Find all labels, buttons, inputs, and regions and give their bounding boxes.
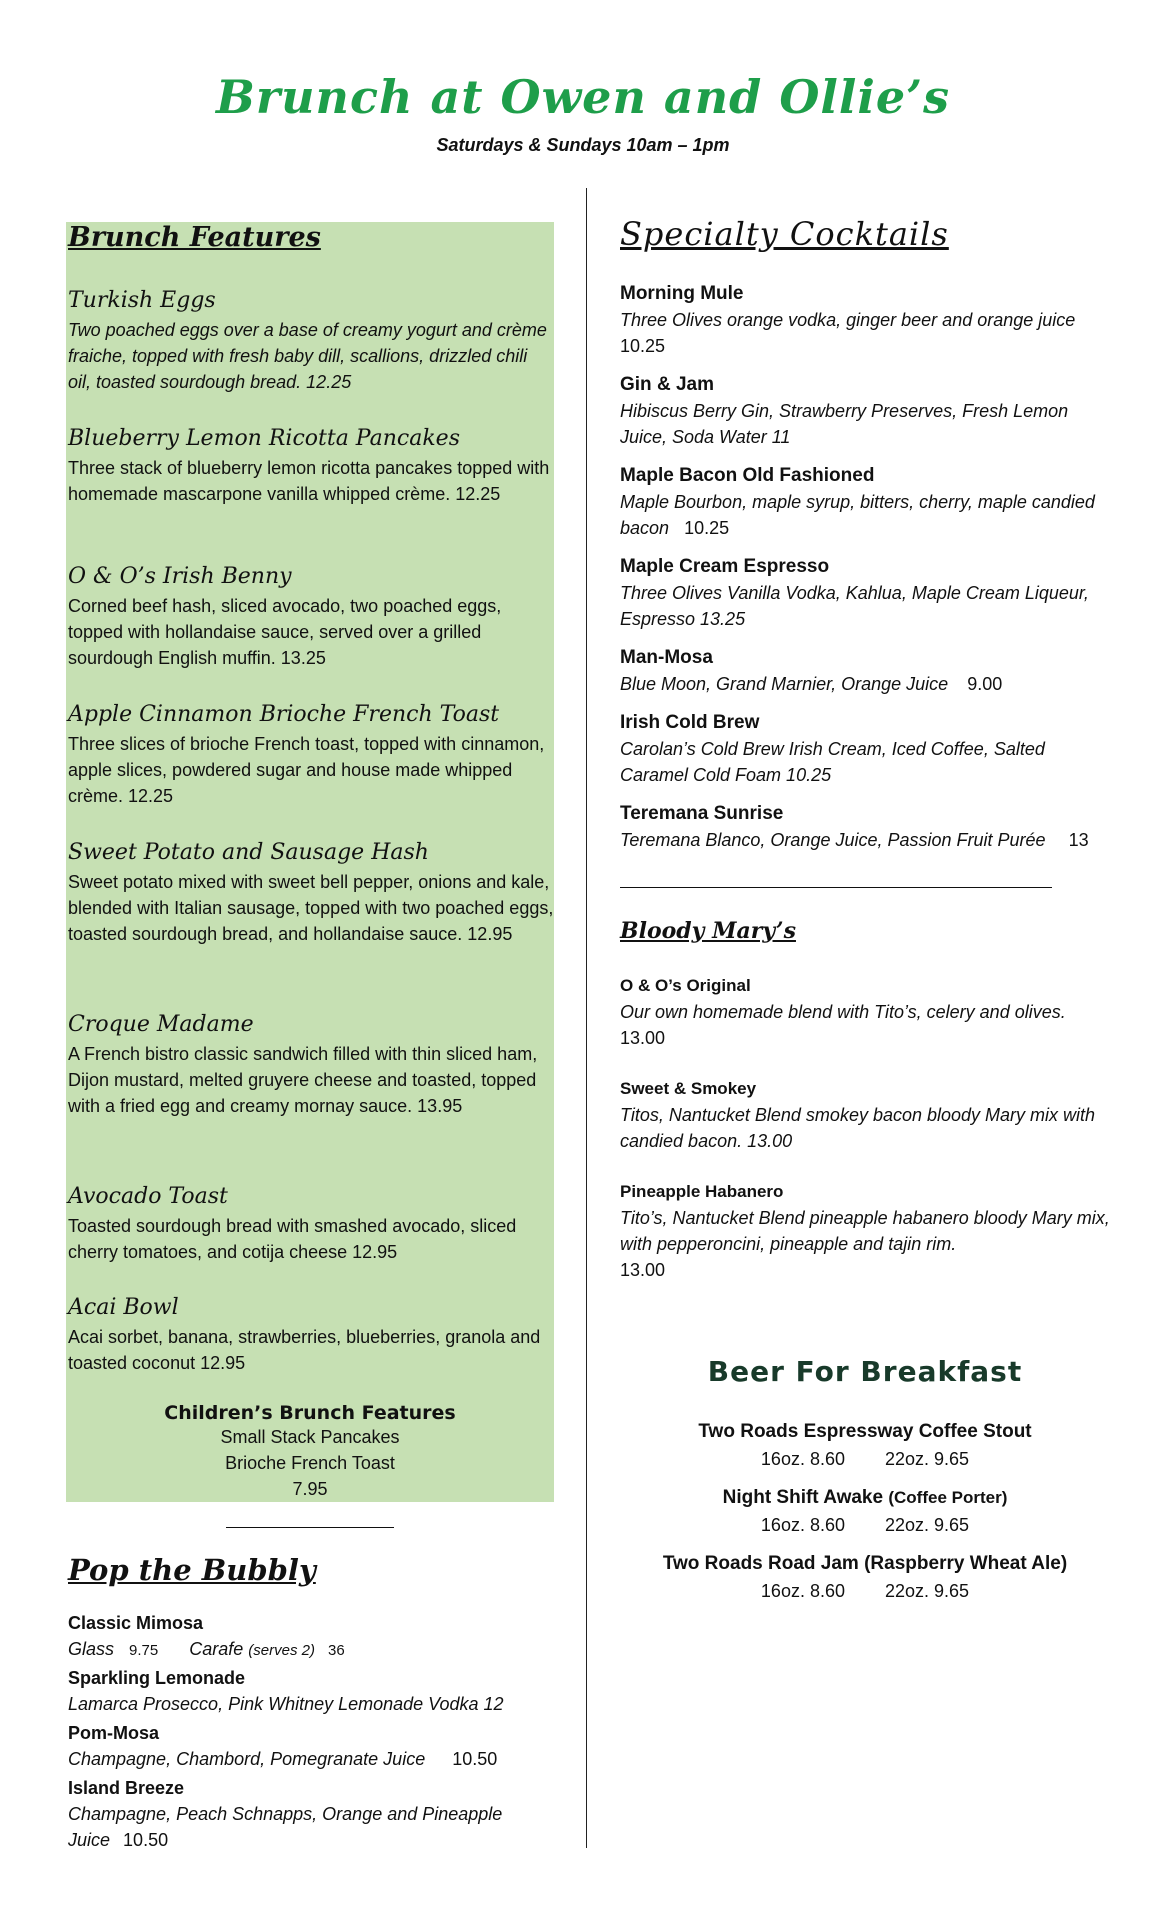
- cocktail-desc: Three Olives orange vodka, ginger beer and orange juice: [620, 310, 1076, 330]
- menu-item-title: Croque Madame: [68, 1012, 254, 1037]
- cocktail-name: Maple Cream Espresso: [620, 556, 830, 577]
- beer-name: Night Shift Awake: [722, 1487, 884, 1508]
- menu-item: [68, 564, 554, 671]
- drink-price: 10.50: [123, 1830, 169, 1850]
- cocktail-name: Irish Cold Brew: [620, 712, 760, 733]
- cocktail-item: [620, 372, 1110, 450]
- menu-title: Brunch at Owen and Ollie’s: [215, 70, 951, 124]
- cocktail-desc: Blue Moon, Grand Marnier, Orange Juice: [620, 674, 949, 694]
- cocktails-heading: Specialty Cocktails: [620, 215, 949, 253]
- bloody-mary-name: O & O’s Original: [620, 976, 751, 995]
- drink-item: [68, 1775, 538, 1853]
- cocktail-name: Morning Mule: [620, 283, 744, 304]
- cocktail-desc: Maple Bourbon, maple syrup, bitters, cherry, maple candied bacon: [620, 492, 1095, 538]
- childrens-features-heading: Children’s Brunch Features: [164, 1402, 456, 1424]
- cocktail-price: 10.25: [684, 518, 730, 538]
- menu-item: [68, 1184, 554, 1265]
- menu-item: [68, 426, 554, 507]
- beer-price-16oz: 16oz. 8.60: [760, 1515, 845, 1535]
- drink-desc: Champagne, Chambord, Pomegranate Juice: [68, 1749, 426, 1769]
- beer-price-22oz: 22oz. 9.65: [885, 1515, 970, 1535]
- menu-item-desc: Three slices of brioche French toast, topped with cinnamon, apple slices, powdered sugar and house made whipped crème. 12.25: [68, 734, 545, 806]
- bloody-marys-heading: Bloody Mary’s: [620, 918, 796, 944]
- cocktail-item: [620, 463, 1110, 541]
- glass-label: Glass: [68, 1639, 115, 1659]
- cocktail-item: [620, 801, 1110, 853]
- cocktail-name: Gin & Jam: [620, 374, 714, 395]
- menu-item-title: Turkish Eggs: [68, 288, 216, 313]
- menu-item-desc: Acai sorbet, banana, strawberries, blueberries, granola and toasted coconut 12.95: [68, 1327, 541, 1373]
- menu-item-title: Blueberry Lemon Ricotta Pancakes: [68, 426, 460, 451]
- glass-price: 9.75: [129, 1642, 159, 1659]
- cocktail-item: [620, 554, 1110, 632]
- cocktail-item: [620, 281, 1110, 359]
- menu-item-title: Avocado Toast: [68, 1184, 228, 1209]
- cocktail-desc: Hibiscus Berry Gin, Strawberry Preserves, Fresh Lemon Juice, Soda Water 11: [620, 401, 1069, 447]
- beer-price-22oz: 22oz. 9.65: [885, 1581, 970, 1601]
- menu-item: [68, 702, 554, 809]
- beer-price-16oz: 16oz. 8.60: [760, 1581, 845, 1601]
- cocktail-name: Man-Mosa: [620, 647, 713, 668]
- bloody-mary-item: [620, 973, 1110, 1051]
- carafe-label: Carafe: [189, 1639, 244, 1659]
- bloody-mary-desc: Titos, Nantucket Blend smokey bacon bloody Mary mix with candied bacon. 13.00: [620, 1105, 1096, 1151]
- bloody-mary-item: [620, 1179, 1110, 1283]
- cocktail-price: 13: [1068, 830, 1089, 850]
- beer-price-16oz: 16oz. 8.60: [760, 1449, 845, 1469]
- bubbly-heading: Pop the Bubbly: [68, 1553, 316, 1587]
- menu-hours: Saturdays & Sundays 10am – 1pm: [436, 135, 730, 155]
- cocktail-desc: Three Olives Vanilla Vodka, Kahlua, Maple Cream Liqueur, Espresso 13.25: [620, 583, 1089, 629]
- carafe-price: 36: [328, 1642, 345, 1659]
- beer-name: Two Roads Road Jam (Raspberry Wheat Ale): [662, 1553, 1068, 1574]
- menu-item-desc: Sweet potato mixed with sweet bell pepper, onions and kale, blended with Italian sausage, topped with two poached eggs, toasted sourdough bread, and hollandaise sauce. 12.95: [68, 872, 554, 944]
- bloody-mary-price: 13.00: [620, 1028, 666, 1048]
- menu-item-desc: A French bistro classic sandwich filled with thin sliced ham, Dijon mustard, melted gruyere cheese and toasted, topped with a fried egg and creamy mornay sauce. 13.95: [68, 1044, 538, 1116]
- beer-heading: Beer For Breakfast: [707, 1355, 1023, 1388]
- brunch-features-heading: Brunch Features: [68, 222, 321, 253]
- cocktail-price: 10.25: [620, 336, 666, 356]
- drink-name: Sparkling Lemonade: [68, 1668, 246, 1688]
- drink-price: 10.50: [452, 1749, 498, 1769]
- beer-item: [620, 1550, 1110, 1604]
- childrens-item: Brioche French Toast: [225, 1453, 395, 1473]
- cocktail-desc: Teremana Blanco, Orange Juice, Passion Fruit Purée: [620, 830, 1046, 850]
- menu-item: [68, 840, 554, 947]
- cocktail-desc: Carolan’s Cold Brew Irish Cream, Iced Coffee, Salted Caramel Cold Foam 10.25: [620, 739, 1045, 785]
- menu-item-desc: Two poached eggs over a base of creamy yogurt and crème fraiche, topped with fresh baby dill, scallions, drizzled chili oil, toasted sourdough bread. 12.25: [68, 320, 547, 392]
- bloody-mary-name: Pineapple Habanero: [620, 1182, 784, 1201]
- beer-style: (Coffee Porter): [888, 1488, 1008, 1507]
- menu-item-title: Apple Cinnamon Brioche French Toast: [68, 702, 500, 727]
- drink-desc: Champagne, Peach Schnapps, Orange and Pineapple Juice: [68, 1804, 503, 1850]
- beer-price-22oz: 22oz. 9.65: [885, 1449, 970, 1469]
- carafe-note: (serves 2): [248, 1642, 315, 1659]
- beer-item: [620, 1418, 1110, 1472]
- drink-name: Classic Mimosa: [68, 1613, 204, 1633]
- drink-desc: Lamarca Prosecco, Pink Whitney Lemonade Vodka 12: [68, 1694, 504, 1714]
- cocktail-price: 9.00: [967, 674, 1003, 694]
- bloody-mary-desc: Tito’s, Nantucket Blend pineapple habanero bloody Mary mix, with pepperoncini, pineapple and tajin rim.: [620, 1208, 1110, 1254]
- drink-item: [68, 1720, 568, 1772]
- bloody-mary-price: 13.00: [620, 1260, 666, 1280]
- beer-name: Two Roads Espressway Coffee Stout: [698, 1421, 1032, 1442]
- menu-item-title: Acai Bowl: [68, 1295, 179, 1320]
- menu-item-desc: Toasted sourdough bread with smashed avocado, sliced cherry tomatoes, and cotija cheese 12.95: [68, 1216, 517, 1262]
- drink-name: Pom-Mosa: [68, 1723, 160, 1743]
- cocktail-item: [620, 710, 1110, 788]
- section-separator: [620, 887, 1052, 888]
- menu-item-title: O & O’s Irish Benny: [68, 564, 292, 589]
- menu-item: [68, 288, 554, 395]
- section-separator: [226, 1527, 394, 1528]
- menu-item: [68, 1295, 554, 1376]
- bloody-mary-name: Sweet & Smokey: [620, 1079, 757, 1098]
- cocktail-name: Teremana Sunrise: [620, 803, 784, 824]
- bloody-mary-item: [620, 1076, 1110, 1154]
- childrens-price: 7.95: [292, 1479, 328, 1499]
- cocktail-name: Maple Bacon Old Fashioned: [620, 465, 875, 486]
- drink-name: Island Breeze: [68, 1778, 185, 1798]
- drink-item: [68, 1665, 568, 1717]
- column-divider: [586, 188, 587, 1848]
- childrens-features: [66, 1402, 554, 1502]
- brunch-features-panel: [66, 222, 554, 1502]
- beer-item: [620, 1484, 1110, 1538]
- menu-item-title: Sweet Potato and Sausage Hash: [68, 840, 429, 865]
- cocktail-item: [620, 645, 1110, 697]
- drink-item: [68, 1610, 568, 1664]
- menu-item-desc: Corned beef hash, sliced avocado, two poached eggs, topped with hollandaise sauce, served over a grilled sourdough English muffin. 13.25: [68, 596, 502, 668]
- menu-item: [68, 1012, 554, 1119]
- childrens-item: Small Stack Pancakes: [220, 1427, 400, 1447]
- bloody-mary-desc: Our own homemade blend with Tito’s, celery and olives.: [620, 1002, 1066, 1022]
- menu-item-desc: Three stack of blueberry lemon ricotta pancakes topped with homemade mascarpone vanilla whipped crème. 12.25: [68, 458, 550, 504]
